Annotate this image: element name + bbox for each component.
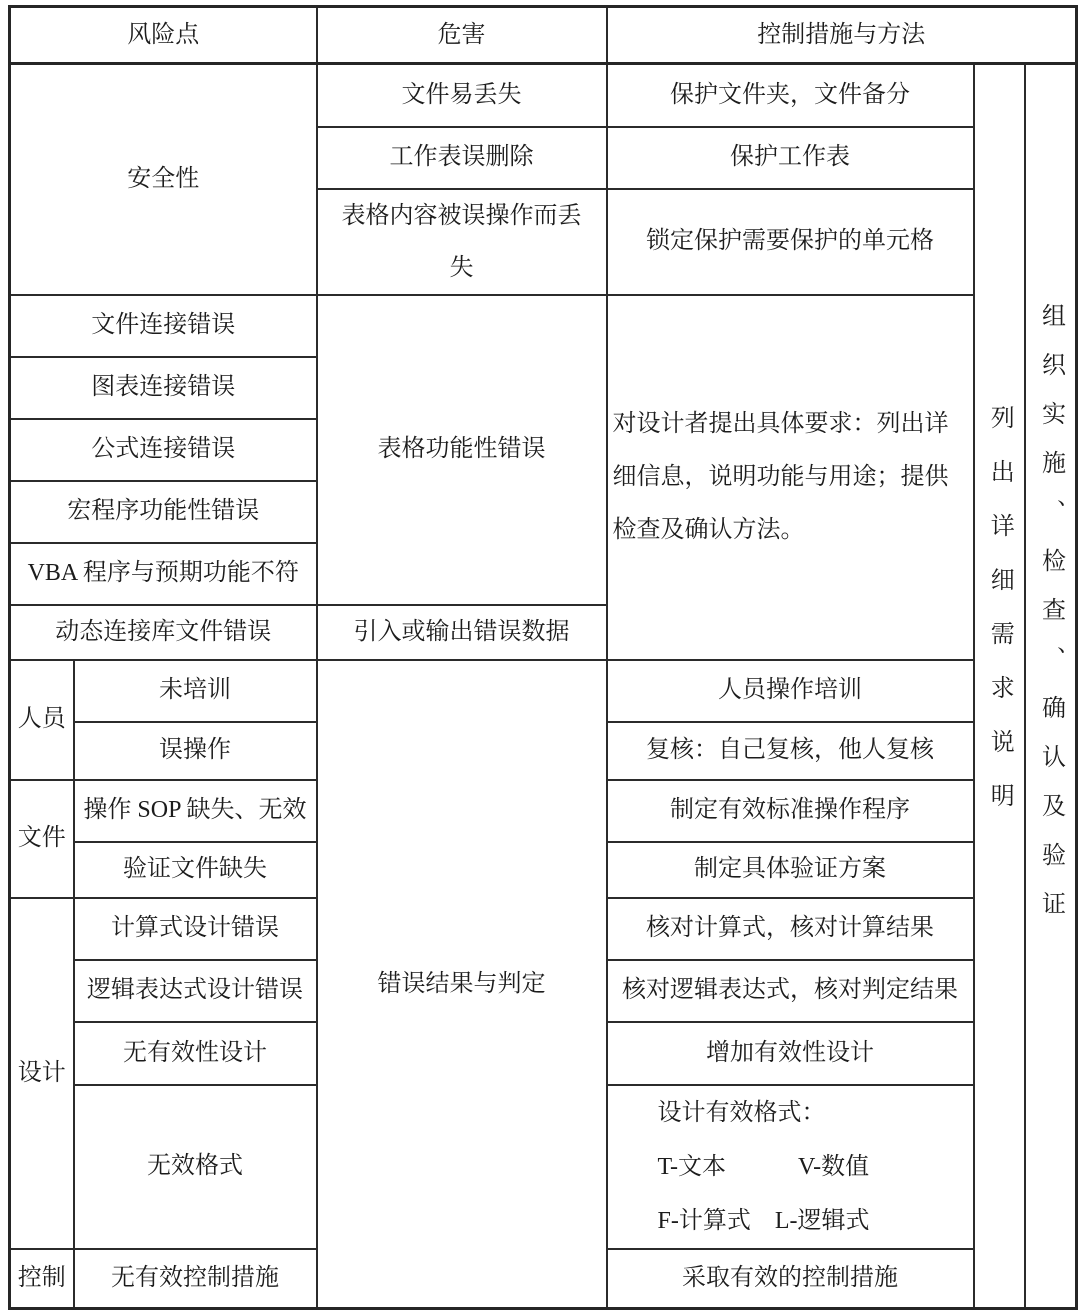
header-control: 控制措施与方法 <box>607 7 1077 64</box>
header-row <box>10 7 1077 64</box>
group-control: 控制 <box>10 1249 74 1309</box>
side-note-organization <box>1025 64 1077 1309</box>
risk-sop-missing: 操作 SOP 缺失、无效 <box>74 780 317 842</box>
risk-misoperation: 误操作 <box>74 722 317 780</box>
table-row <box>10 64 1077 127</box>
risk-dll: 动态连接库文件错误 <box>10 605 317 660</box>
hazard-wrong-data: 引入或输出错误数据 <box>317 605 607 660</box>
header-hazard: 危害 <box>317 7 607 64</box>
control-validation-plan: 制定具体验证方案 <box>607 842 974 898</box>
table-row <box>10 660 1077 722</box>
risk-no-control: 无有效控制措施 <box>74 1249 317 1309</box>
control-protect-sheet: 保护工作表 <box>607 127 974 189</box>
group-design: 设计 <box>10 898 74 1249</box>
table-row <box>10 295 1077 357</box>
side-note-requirement-text: 列出详细需求说明 <box>986 405 1013 838</box>
header-risk-point: 风险点 <box>10 7 317 64</box>
control-check-formula: 核对计算式，核对计算结果 <box>607 898 974 960</box>
risk-file-link: 文件连接错误 <box>10 295 317 357</box>
risk-invalid-format: 无效格式 <box>74 1085 317 1249</box>
control-protect-folder: 保护文件夹，文件备分 <box>607 64 974 127</box>
risk-no-validity: 无有效性设计 <box>74 1022 317 1085</box>
hazard-content-loss: 表格内容被误操作而丢失 <box>317 189 607 295</box>
format-design-title: 设计有效格式： <box>657 1099 826 1126</box>
hazard-table-function: 表格功能性错误 <box>317 295 607 605</box>
hazard-sheet-delete: 工作表误删除 <box>317 127 607 189</box>
safety-label: 安全性 <box>10 64 317 295</box>
control-format-design <box>607 1085 974 1249</box>
risk-logic-design: 逻辑表达式设计错误 <box>74 960 317 1022</box>
group-document: 文件 <box>10 780 74 898</box>
control-add-validity: 增加有效性设计 <box>607 1022 974 1085</box>
control-take-measures: 采取有效的控制措施 <box>607 1249 974 1309</box>
side-note-organization-text: 组织实施、检查、确认及验证 <box>1037 302 1064 940</box>
control-check-logic: 核对逻辑表达式，核对判定结果 <box>607 960 974 1022</box>
control-designer-requirements: 对设计者提出具体要求：列出详细信息，说明功能与用途；提供检查及确认方法。 <box>607 295 974 660</box>
format-design-row1: T-文本 V-数值 <box>657 1153 870 1180</box>
risk-control-table <box>8 5 1078 1310</box>
format-design-row2: F-计算式 L-逻辑式 <box>657 1207 870 1234</box>
risk-chart-link: 图表连接错误 <box>10 357 317 419</box>
risk-validation-missing: 验证文件缺失 <box>74 842 317 898</box>
control-sop: 制定有效标准操作程序 <box>607 780 974 842</box>
risk-untrained: 未培训 <box>74 660 317 722</box>
control-review: 复核：自己复核，他人复核 <box>607 722 974 780</box>
risk-vba: VBA 程序与预期功能不符 <box>10 543 317 605</box>
hazard-error-result: 错误结果与判定 <box>317 660 607 1309</box>
hazard-file-loss: 文件易丢失 <box>317 64 607 127</box>
risk-macro: 宏程序功能性错误 <box>10 481 317 543</box>
risk-formula-design: 计算式设计错误 <box>74 898 317 960</box>
control-lock-cells: 锁定保护需要保护的单元格 <box>607 189 974 295</box>
side-note-requirement <box>974 64 1025 1309</box>
group-person: 人员 <box>10 660 74 780</box>
control-training: 人员操作培训 <box>607 660 974 722</box>
risk-formula-link: 公式连接错误 <box>10 419 317 481</box>
